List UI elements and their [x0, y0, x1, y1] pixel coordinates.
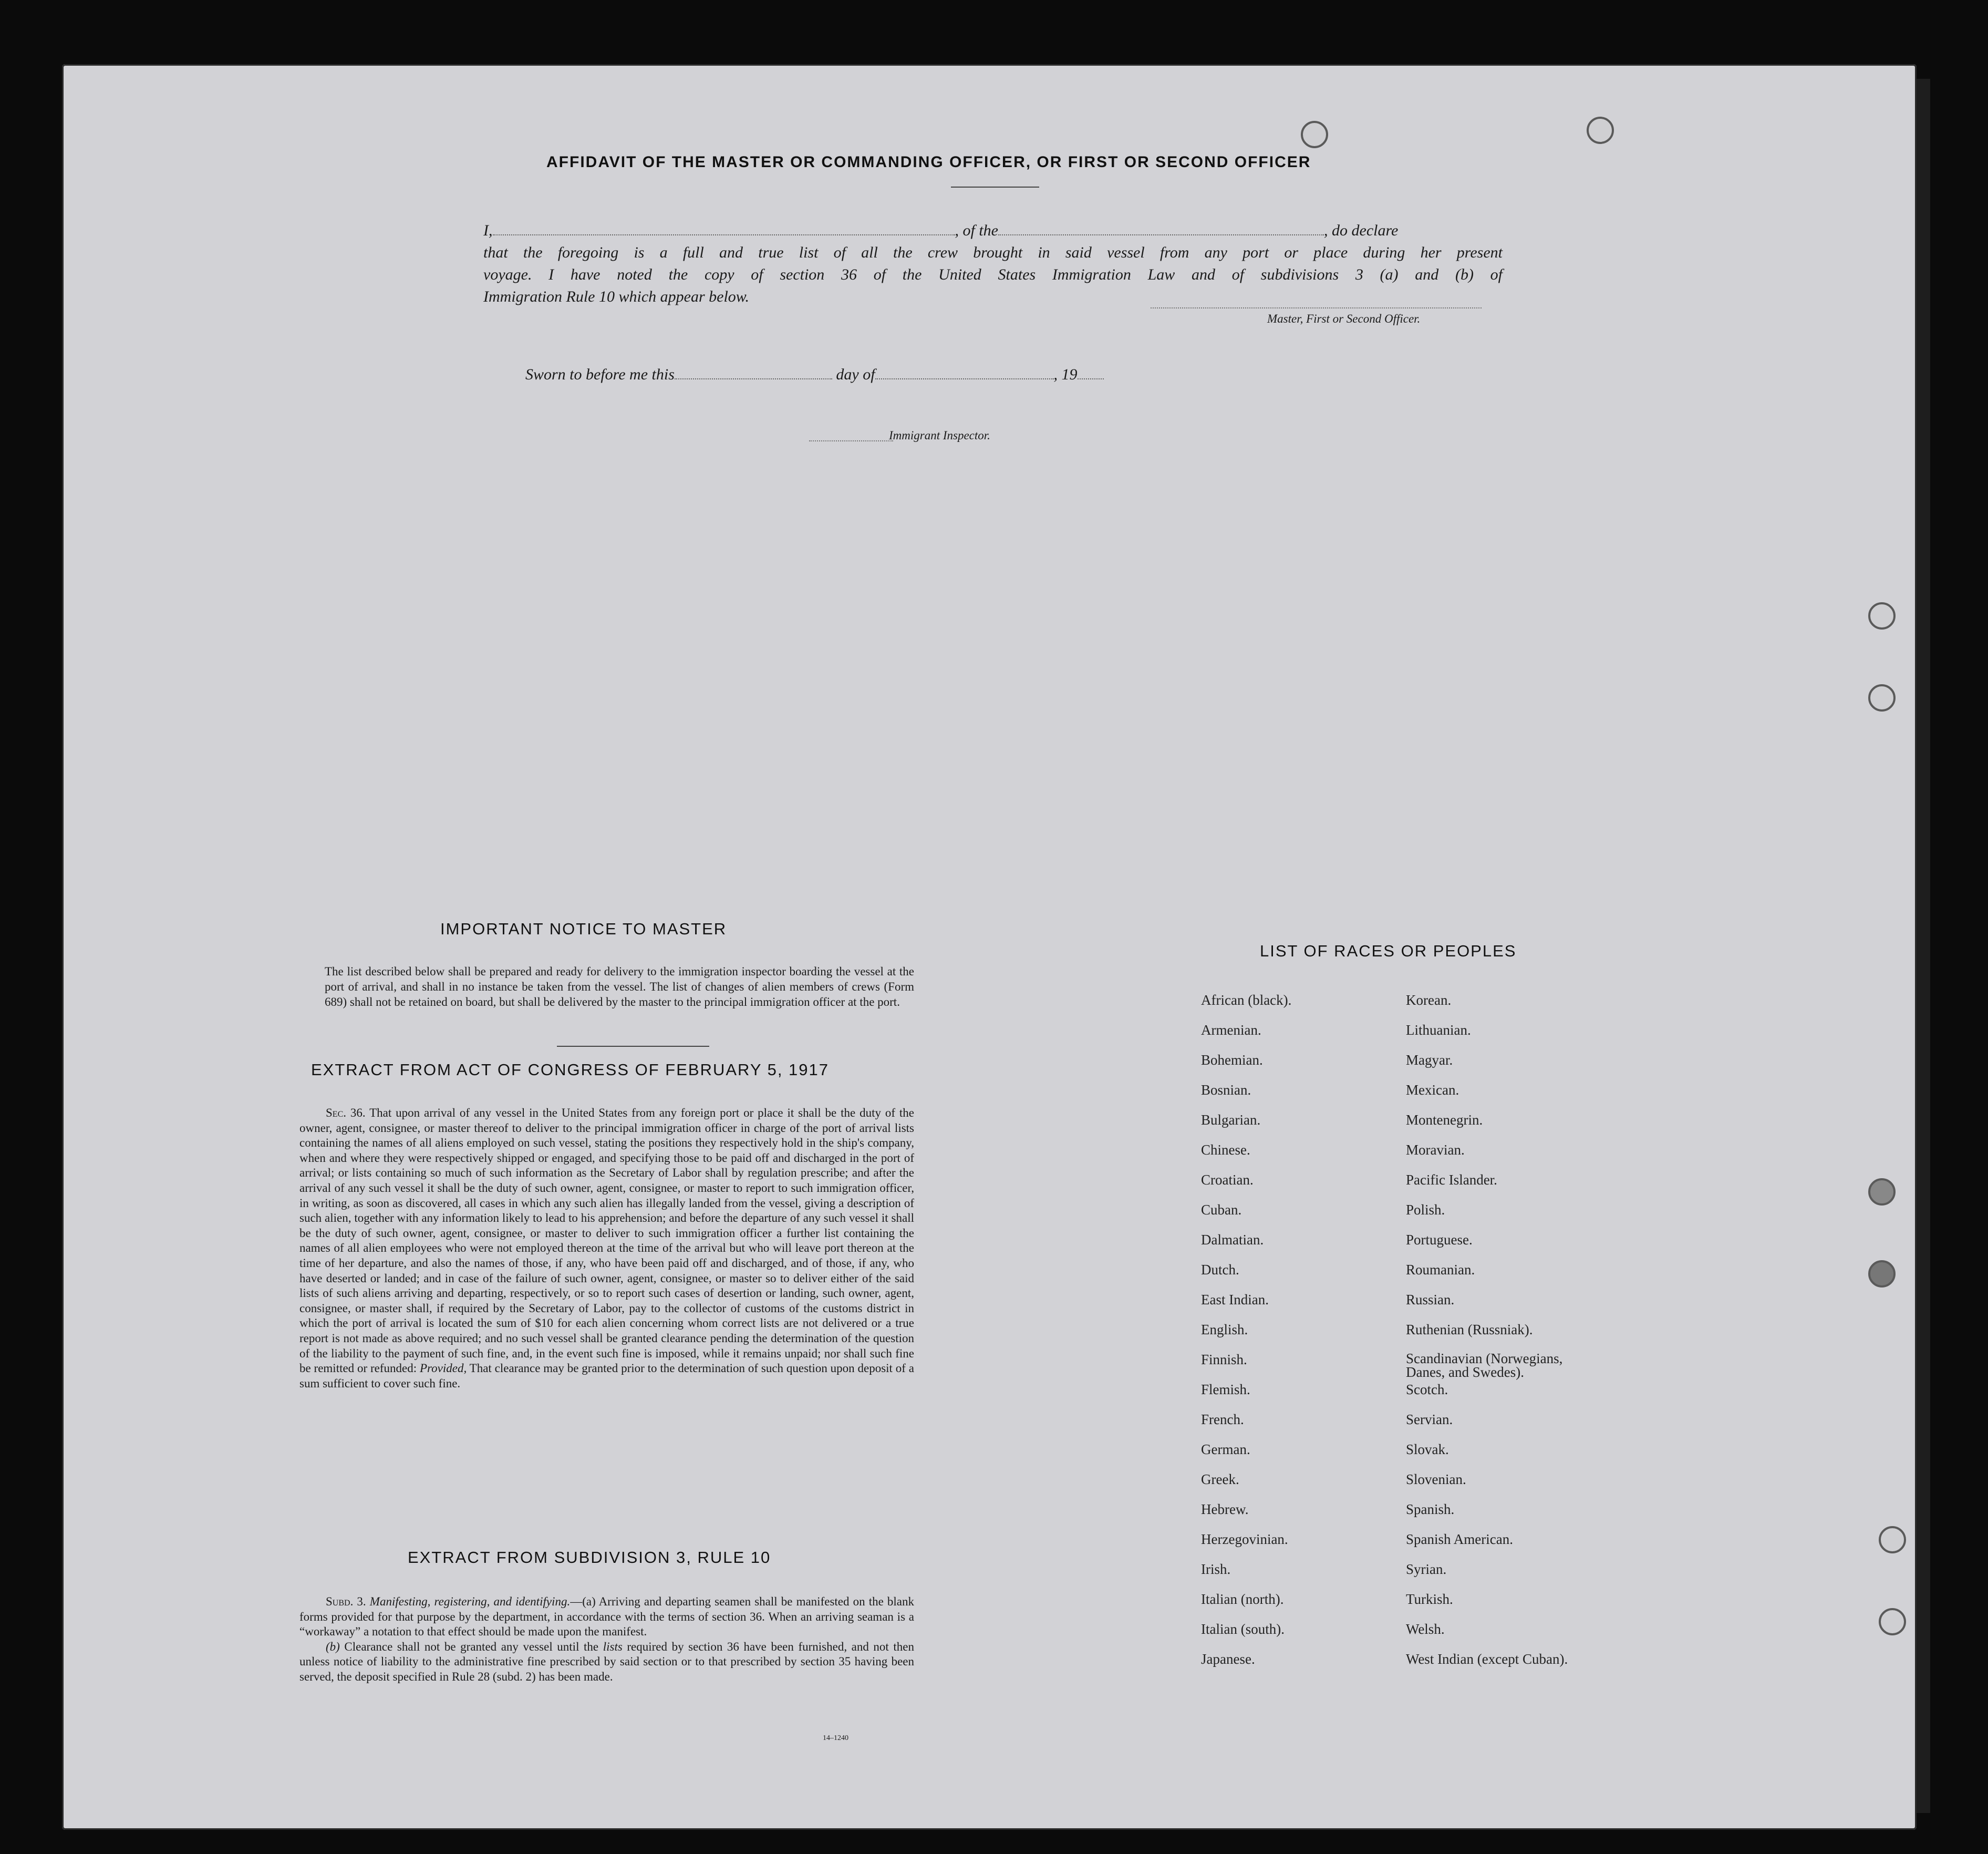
- race-left: East Indian.: [1201, 1292, 1269, 1307]
- rule-para-b-lists: lists: [603, 1640, 623, 1653]
- race-left: Hebrew.: [1201, 1501, 1249, 1517]
- race-left: Greek.: [1201, 1471, 1239, 1487]
- race-row: [1201, 992, 1579, 1022]
- race-row: [1201, 1621, 1579, 1651]
- race-left: Bulgarian.: [1201, 1112, 1261, 1128]
- act-text: [299, 1106, 914, 1391]
- race-right: West Indian (except Cuban).: [1406, 1651, 1568, 1667]
- form-number: 14–1240: [823, 1734, 848, 1742]
- act-body: That upon arrival of any vessel in the United States from any foreign port or place it shall be the duty of the owner, agent, consignee, or master thereof to deliver to the principal immigration officer in charge of the port of arrival lists containing the names of all aliens employed on such vessel, stating the positions they respectively hold in the ship's company, when and where they were respectively shipped or engaged, and specifying those to be paid off and discharged in the port of arrival; or lists containing so much of such information as the Secretary of Labor shall by regulation prescribe; and after the arrival of any such vessel it shall be the duty of such owner, agent, consignee, or master to report to such immigration officer, in writing, as soon as discovered, all cases in which any such alien has illegally landed from the vessel, giving a description of such alien, together with any information likely to lead to his apprehension; and before the departure of any such vessel it shall be the duty of such owner, agent, consignee, or master to deliver to such immigration officer a further list containing the names of all alien employees who were not employed thereon at the time of the arrival but who will leave port thereon at the time of her departure, and also the names of those, if any, who have been paid off and discharged, and of those, if any, who have deserted or landed; and in case of the failure of such owner, agent, consignee, or master so to deliver either of the said lists of such aliens arriving and departing, respectively, or so to report such cases of desertion or landing, such owner, agent, consignee, or master shall, if required by the Secretary of Labor, pay to the collector of customs of the customs district in which the port of arrival is located the sum of $10 for each alien concerning whom correct lists are not delivered or a true report is not made as above required; and no such vessel shall be granted clearance pending the determination of the question of the liability to the payment of such fine, and, in the event such fine is imposed, while it remains unpaid; nor shall such fine be remitted or refunded:: [299, 1106, 914, 1375]
- affidavit-body: [483, 220, 1503, 308]
- rule-subd-label: Subd. 3.: [326, 1595, 366, 1608]
- sworn-year-field[interactable]: [1078, 378, 1104, 379]
- race-right: Mexican.: [1406, 1082, 1459, 1098]
- race-left: English.: [1201, 1322, 1248, 1337]
- race-right: Polish.: [1406, 1202, 1445, 1218]
- punch-hole: [1868, 602, 1896, 630]
- race-row: [1201, 1082, 1579, 1112]
- affidavit-line2: that the foregoing is a full and true list of all the crew brought in said vessel from any port or place during her present: [483, 244, 1503, 261]
- race-right: Syrian.: [1406, 1561, 1447, 1577]
- race-left: Armenian.: [1201, 1022, 1261, 1038]
- act-body-end: That clearance may be granted prior to the determination of such question upon deposit of a sum sufficient to cover such fine.: [299, 1362, 914, 1390]
- act-sec-label: Sec. 36.: [326, 1106, 366, 1119]
- affidavit-of-the: , of the: [955, 222, 998, 239]
- race-left: Flemish.: [1201, 1382, 1250, 1397]
- rule-para-a: —(a) Arriving and departing seamen shall be manifested on the blank forms provided for that purpose by the department, in accordance with the terms of section 36. When an arriving seaman is a “workaway” a notation to that effect should be made upon the manifest.: [299, 1595, 915, 1639]
- race-right: Korean.: [1406, 992, 1452, 1008]
- race-row: [1201, 1591, 1579, 1621]
- punch-hole: [1301, 121, 1328, 148]
- race-row: [1201, 1412, 1579, 1441]
- race-left: Herzegovinian.: [1201, 1531, 1288, 1547]
- race-left: Dutch.: [1201, 1262, 1239, 1278]
- race-right: Lithuanian.: [1406, 1022, 1471, 1038]
- race-row: [1201, 1651, 1579, 1681]
- rule-text: [299, 1594, 914, 1685]
- punch-hole: [1879, 1526, 1906, 1553]
- punch-hole: [1879, 1608, 1906, 1635]
- race-row: [1201, 1501, 1579, 1531]
- races-table: [1201, 992, 1579, 1681]
- inspector-signature-line[interactable]: [809, 440, 893, 441]
- rule-para-b-2: required by section 36 have been furnished, and not then unless notice of liability to the administrative fine prescribed by said section or to that prescribed by section 35 having been served, the deposit specified in Rule 28 (subd. 2) has been made.: [299, 1640, 915, 1683]
- race-row: [1201, 1471, 1579, 1501]
- race-left: Bosnian.: [1201, 1082, 1251, 1098]
- race-left: Cuban.: [1201, 1202, 1242, 1218]
- race-left: German.: [1201, 1441, 1250, 1457]
- punch-hole: [1587, 117, 1614, 144]
- punch-hole: [1868, 1178, 1896, 1206]
- race-left: Dalmatian.: [1201, 1232, 1264, 1248]
- race-right: Pacific Islander.: [1406, 1172, 1497, 1188]
- race-right: Scandinavian (Norwegians, Danes, and Swedes).: [1406, 1351, 1563, 1380]
- rule-para-b-label: (b): [326, 1640, 340, 1653]
- race-right: Russian.: [1406, 1292, 1455, 1307]
- race-left: Irish.: [1201, 1561, 1231, 1577]
- race-left: Croatian.: [1201, 1172, 1254, 1188]
- affidavit-line1: [483, 220, 1503, 242]
- race-left: Finnish.: [1201, 1352, 1247, 1367]
- sworn-day-field[interactable]: [675, 378, 832, 379]
- page-edge: [1917, 79, 1930, 1813]
- race-right: Ruthenian (Russniak).: [1406, 1322, 1533, 1337]
- race-left: French.: [1201, 1412, 1244, 1427]
- race-right: Magyar.: [1406, 1052, 1453, 1068]
- vessel-field[interactable]: [998, 234, 1324, 235]
- act-title: EXTRACT FROM ACT OF CONGRESS OF FEBRUARY 5, 1917: [311, 1060, 830, 1079]
- races-title: LIST OF RACES OR PEOPLES: [1260, 942, 1517, 960]
- race-right: Montenegrin.: [1406, 1112, 1483, 1128]
- race-row: [1201, 1352, 1579, 1382]
- race-right: Turkish.: [1406, 1591, 1453, 1607]
- race-right: Welsh.: [1406, 1621, 1445, 1637]
- race-left: Italian (south).: [1201, 1621, 1285, 1637]
- rule-title: EXTRACT FROM SUBDIVISION 3, RULE 10: [408, 1548, 771, 1567]
- title-rule: [951, 187, 1039, 188]
- sworn-month-field[interactable]: [875, 378, 1054, 379]
- race-row: [1201, 1382, 1579, 1412]
- race-row: [1201, 1202, 1579, 1232]
- race-right: Portuguese.: [1406, 1232, 1473, 1248]
- race-right: Roumanian.: [1406, 1262, 1475, 1278]
- notice-rule: [557, 1046, 709, 1047]
- name-field[interactable]: [493, 234, 955, 235]
- rule-para-b-1: Clearance shall not be granted any vessel until the: [344, 1640, 599, 1653]
- sworn-label: Sworn to before me this: [525, 366, 675, 383]
- race-right: Servian.: [1406, 1412, 1453, 1427]
- race-row: [1201, 1172, 1579, 1202]
- race-row: [1201, 1052, 1579, 1082]
- race-left: African (black).: [1201, 992, 1292, 1008]
- notice-title: IMPORTANT NOTICE TO MASTER: [440, 920, 727, 938]
- race-row: [1201, 1022, 1579, 1052]
- race-row: [1201, 1561, 1579, 1591]
- signature-line[interactable]: [1151, 307, 1482, 308]
- notice-text: The list described below shall be prepared and ready for delivery to the immigration inspector boarding the vessel at the port of arrival, and shall in no instance be taken from the vessel. The list of changes of alien members of crews (Form 689) shall not be retained on board, but shall be delivered by the master to the principal immigration officer at the port.: [325, 965, 914, 1008]
- race-right: Scotch.: [1406, 1382, 1448, 1397]
- race-left: Italian (north).: [1201, 1591, 1284, 1607]
- affidavit-i: I,: [483, 222, 493, 239]
- race-row: [1201, 1292, 1579, 1322]
- race-right: Spanish.: [1406, 1501, 1455, 1517]
- race-right: Slovenian.: [1406, 1471, 1466, 1487]
- punch-hole: [1868, 684, 1896, 712]
- affidavit-title: AFFIDAVIT OF THE MASTER OR COMMANDING OFFICER, OR FIRST OR SECOND OFFICER: [546, 153, 1311, 171]
- signature-label: Master, First or Second Officer.: [1267, 312, 1421, 325]
- race-row: [1201, 1531, 1579, 1561]
- punch-hole: [1868, 1260, 1896, 1288]
- race-left: Japanese.: [1201, 1651, 1255, 1667]
- race-left: Bohemian.: [1201, 1052, 1263, 1068]
- sworn-line: [525, 366, 1104, 384]
- race-row: [1201, 1112, 1579, 1142]
- race-left: Chinese.: [1201, 1142, 1250, 1158]
- act-provided: Provided,: [420, 1362, 467, 1375]
- affidavit-do-declare: , do declare: [1324, 222, 1399, 239]
- race-row: [1201, 1232, 1579, 1262]
- affidavit-line4: Immigration Rule 10 which appear below.: [483, 288, 750, 305]
- day-of-label: day of: [836, 366, 875, 383]
- affidavit-line3: voyage. I have noted the copy of section 36 of the United States Immigration Law and of subdivisions 3 (a) and (b) of: [483, 266, 1503, 283]
- race-right: Spanish American.: [1406, 1531, 1513, 1547]
- race-right: Moravian.: [1406, 1142, 1465, 1158]
- year-label: , 19: [1053, 366, 1078, 383]
- race-row: [1201, 1441, 1579, 1471]
- race-row: [1201, 1262, 1579, 1292]
- race-right: Slovak.: [1406, 1441, 1449, 1457]
- inspector-label: Immigrant Inspector.: [889, 429, 990, 442]
- race-row: [1201, 1322, 1579, 1352]
- document-page: [62, 64, 1917, 1830]
- rule-subd-heading: Manifesting, registering, and identifying.: [369, 1595, 571, 1608]
- race-row: [1201, 1142, 1579, 1172]
